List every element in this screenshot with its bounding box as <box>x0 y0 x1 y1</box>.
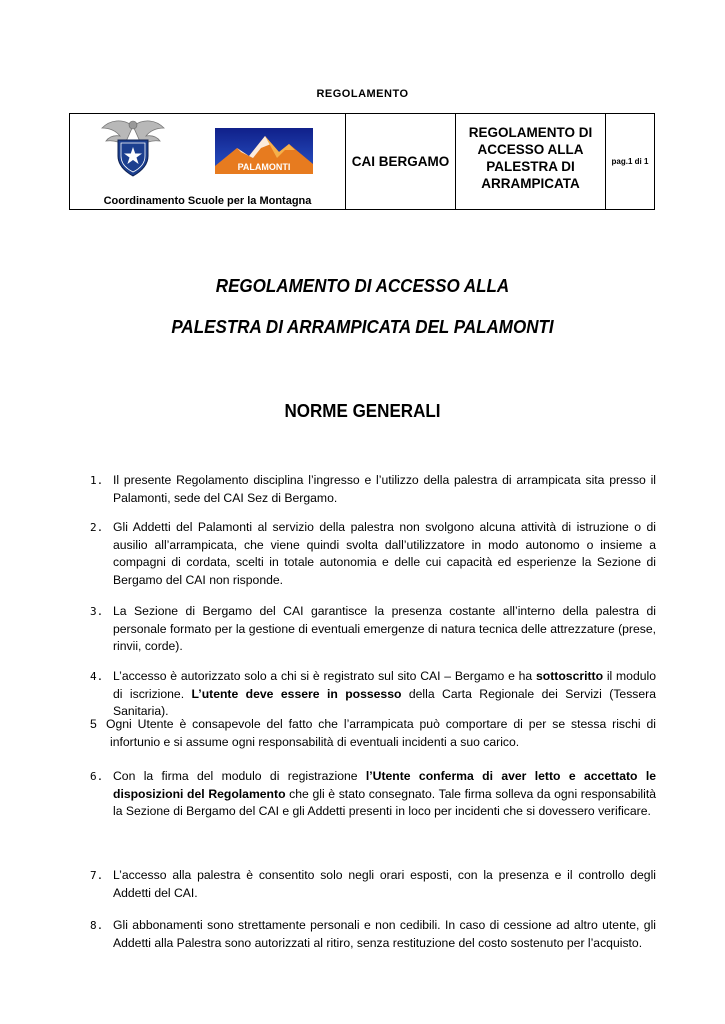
coordinamento-subtitle: Coordinamento Scuole per la Montagna <box>103 195 312 207</box>
rule-number: 2. <box>90 521 104 534</box>
rule-text: Gli Addetti del Palamonti al servizio della palestra non svolgono alcuna attività di istruzione o di ausilio all’arrampicata, che viene quindi svolta dall’utilizzatore in modo autonomo o insieme a compagni di cordata, scelti in totale autonomia e delle cui capacità ed esperienze la Sezione di Bergamo del CAI non risponde. <box>113 520 656 587</box>
rule-number: 1. <box>90 474 104 487</box>
rule-text-part: L’accesso è autorizzato solo a chi si è registrato sul sito CAI – Bergamo e ha <box>113 669 536 683</box>
rule-text: Ogni Utente è consapevole del fatto che l’arrampicata può comportare di per se stessa rischi di infortunio e si assume ogni responsabilità di eventuali incidenti a suo carico. <box>106 717 656 749</box>
doc-title-line: ACCESSO ALLA <box>477 142 584 157</box>
cai-logo-icon <box>100 116 166 178</box>
rule-text-part: il modulo di iscrizione. <box>113 669 656 701</box>
rule-text-part: Con la firma del modulo di registrazione <box>113 769 366 783</box>
rule-item-5 <box>90 716 656 751</box>
rule-number: 4. <box>90 670 104 683</box>
org-cell <box>346 114 456 209</box>
org-name: CAI BERGAMO <box>351 154 450 169</box>
rule-text: La Sezione di Bergamo del CAI garantisce la presenza costante all’interno della palestra di personale formato per la gestione di eventuali emergenze di natura tecnica delle attrezzature (prese, rinvii, corde). <box>113 604 656 654</box>
rule-text-bold: l’Utente conferma di aver letto e accettato le disposizioni del Regolamento <box>113 769 656 801</box>
rule-text <box>113 668 656 721</box>
page-cell <box>606 114 654 209</box>
main-title-line-2: PALESTRA DI ARRAMPICATA DEL PALAMONTI <box>171 316 554 337</box>
header-table <box>69 113 655 210</box>
document-label: REGOLAMENTO <box>316 88 409 100</box>
section-title: NORME GENERALI <box>284 400 441 421</box>
doc-title-line: PALESTRA DI <box>486 159 575 174</box>
rule-number: 3. <box>90 605 104 618</box>
doc-title-line: ARRAMPICATA <box>481 176 580 191</box>
rule-text <box>113 768 656 821</box>
svg-text:PALAMONTI: PALAMONTI <box>237 162 291 172</box>
rule-item-7 <box>90 867 656 902</box>
main-title-line-1: REGOLAMENTO DI ACCESSO ALLA <box>215 275 510 296</box>
rule-text-bold: L’utente deve essere in possesso <box>191 686 402 701</box>
rule-item-1 <box>90 472 656 507</box>
rule-text: L’accesso alla palestra è consentito solo negli orari esposti, con la presenza e il controllo degli Addetti del CAI. <box>113 868 656 900</box>
logos-cell <box>70 114 346 209</box>
rule-text: Gli abbonamenti sono strettamente personali e non cedibili. In caso di cessione ad altro utente, gli Addetti alla Palestra sono autorizzati al ritiro, senza restituzione del costo sostenuto per l’acquisto. <box>113 918 656 950</box>
rule-number: 5 <box>90 717 97 731</box>
rule-text-bold: sottoscritto <box>536 669 604 683</box>
doc-title-cell <box>456 114 606 209</box>
rule-text-part: della Carta Regionale dei Servizi (Tessera Sanitaria). <box>113 686 656 719</box>
palamonti-logo-icon <box>215 128 313 174</box>
rule-item-6 <box>90 768 656 821</box>
rule-number: 7. <box>90 869 104 882</box>
rule-item-3 <box>90 603 656 656</box>
page-indicator: pag.1 di 1 <box>611 157 649 166</box>
rule-text-part: che gli è stato consegnato. Tale firma solleva da ogni responsabilità la Sezione di Bergamo del CAI e gli Addetti presenti in loco per incidenti che si dovessero verificare. <box>113 786 656 819</box>
doc-title-line: REGOLAMENTO DI <box>468 125 593 140</box>
rule-item-4 <box>90 668 656 721</box>
rule-number: 6. <box>90 770 104 783</box>
rule-item-2 <box>90 519 656 589</box>
rule-number: 8. <box>90 919 104 932</box>
rule-item-8 <box>90 917 656 952</box>
rule-text: Il presente Regolamento disciplina l’ingresso e l’utilizzo della palestra di arrampicata sita presso il Palamonti, sede del CAI Sez di Bergamo. <box>113 473 656 505</box>
